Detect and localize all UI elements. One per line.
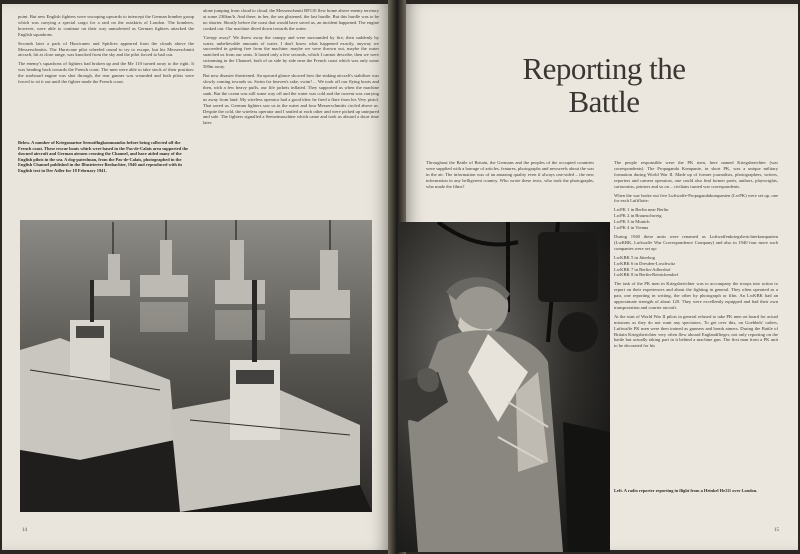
right-col-c-para-5: At the start of World War II pilots in general refused to take PK men on board for actual missions as they do not want any spectators. To get over this, on Goebbels' orders, Luftwaffe PK men were then trained as gunners and bomb aimers. During the Battle of Britain Kriegsberichter very often flew aboard Englandflieger, not only reporting on the battle but actually taking part in it behind a machine gun. The first man from a PK unit to be decorated for his xyxy=(614,313,778,349)
units-1939-list xyxy=(614,207,778,231)
units-1940-list xyxy=(614,255,778,279)
rescue-boats-photo xyxy=(20,220,372,512)
left-column-b xyxy=(203,8,379,129)
list-item: LwPK 1 in Berlin near Berlin xyxy=(614,207,669,213)
left-col-b-para-1: alone jumping from cloud to cloud, the Messerschmitt BF110 flew home above enemy territory at some 230km/h. And there, in her, the sea glistened, the last hurdle. But this hurdle was to be no shorter. Shortly before the coast that would have saved us, an incident happened. The engine conked out. Our machine dived down towards the water. xyxy=(203,8,379,31)
left-col-a-para-3: The enemy's squadrons of fighters had broken up and the Me 110 turned away to the right. It was heading back towards the French coast. The men were able to take stock of their position: the starboard engine was shot through, the rear gunner was wounded and both pilots were forced to sit it out until the fighter made the French coast. xyxy=(18,61,194,85)
left-column-a xyxy=(18,14,194,88)
list-item: LwKBK 6 in Dresden-Loschwitz xyxy=(614,260,676,266)
left-col-a-para-1: point. But new English fighters were swooping upwards to intercept the German bomber group which was carrying a special cargo for a raid on the outskirts of London. The bombers, however, were able to continue on their way unmolested as German fighters attacked the English squadrons. xyxy=(18,14,194,37)
radio-reporter-photo xyxy=(398,222,610,552)
right-col-c-para-2: When the war broke out five Luftwaffe-Propagandakompanien (LwPK) were set up, one for each Luftflotte: xyxy=(614,192,778,204)
page-title: Reporting the Battle xyxy=(522,51,686,119)
list-item: LwKBK 7 in Berlin-Adlershof xyxy=(614,266,671,272)
left-col-b-para-3: But now disaster threatened. An upward glance showed how the sinking aircraft's stabiliser was slowly coming towards us. Swim for heaven's sake, swim! ... We took off our flying boots and then, with a few heavy puffs, our life jackets inflated. They supported us when the machine sank. But the ocean was still some way off and the water was cold and the current was carrying us away from land. My wireless operator had a good idea: he fired a flare from his Very pistol. That saved us. German fighters saw us in the water and four Messerschmitts circled above us. Despite the cold, the wireless operator and I smiled at each other and were picked up uninjured and safe. The fighters signalled a Seenotmaschine which came and took us aboard a short time later. xyxy=(203,73,379,126)
intro-paragraph: Throughout the Battle of Britain, the Germans and the peoples of the occupied countries were supplied with a barrage of articles, features, photographs and newsreels about the war in the air. The information was of an amazing quality even if always one-sided – the new information in any belligerent country. Who wrote these texts, who took the photographs, who made the films? xyxy=(426,160,594,189)
left-col-b-para-2: 'Creepy away!' We threw away the canopy and were surrounded by fire, then suddenly by water, unbelievable amounts of water. I don't know what happened exactly, anyway we succeeded in getting free from the machine; maybe we were thrown out, maybe the water snatched us from our seats. It lasted only a few seconds, which I cannot describe, then we were swimming in the Channel, both of us side by side near the French coast which was only some 500m away. xyxy=(203,34,379,70)
left-col-a-para-2: Seconds later a pack of Hurricanes and Spitfires appeared from the clouds above the Messerschmitts. The Hurricane pilot wheeled round to try to escape, but his Messerschmitt aircraft, hit at close range, was knocked from the sky and the pilot forced to bail out. xyxy=(18,40,194,58)
right-col-c-para-1: The people responsible were the PK men, here named Kriegsberichter (war correspondents). The Propaganda Kompanie, in short PK, was a unique military formation during World War II. Made up of former journalists, photographers, writers, reporters and camera operators, one could also find former poets, authors, playwrights, cartoonists, printers and so on – civilians turned war correspondents. xyxy=(614,160,778,189)
right-column-c xyxy=(614,160,778,352)
list-item: LwPK 4 in Vienna xyxy=(614,225,649,231)
right-page-number: 15 xyxy=(774,528,779,533)
list-item: LwPK 3 in Munich xyxy=(614,219,650,225)
left-photo-caption: Below. A number of Kriegsmarine Seenotflugkommandos before being collected off the French coast. These rescue boats which were based in the Pas-de-Calais area supported the downed aircraft and German airmen crossing the Channel, and have aided many of the English pilots in the sea. A dog-patrolman, from the Pas-de-Calais, photographed in the English Channel published in the Illustrierter Beobachter, 1940 and reproduced with its English text in Der Adler for 18 February 1941. xyxy=(18,140,189,173)
list-item: LwKBK 8 in Berlin-Reinickendorf xyxy=(614,272,679,278)
left-page-number: 14 xyxy=(22,528,27,533)
right-photo-caption: Left. A radio reporter reporting in flight from a Heinkel He111 over London. xyxy=(614,488,758,493)
right-col-c-para-3: During 1940 these units were renamed as Luftwaffenkriegsberichterkompanien (LwKBK, Luftwaffe War Correspondence Company) and also in 1940 four more such companies were set up: xyxy=(614,233,778,251)
right-col-c-para-4: The task of the PK men in Kriegsberichter was to accompany the troops into action to report on their experiences and about the fighting in general. They often operated as a pair, one reporting in writing, the other by photograph or film. An LwKBK had an approximate strength of about 120. They were excellently equipped and had their own transportation and courier aircraft. xyxy=(614,281,778,310)
list-item: LwKBK 5 in Jüterbog xyxy=(614,254,655,260)
list-item: LwPK 2 in Braunschweig xyxy=(614,213,662,219)
